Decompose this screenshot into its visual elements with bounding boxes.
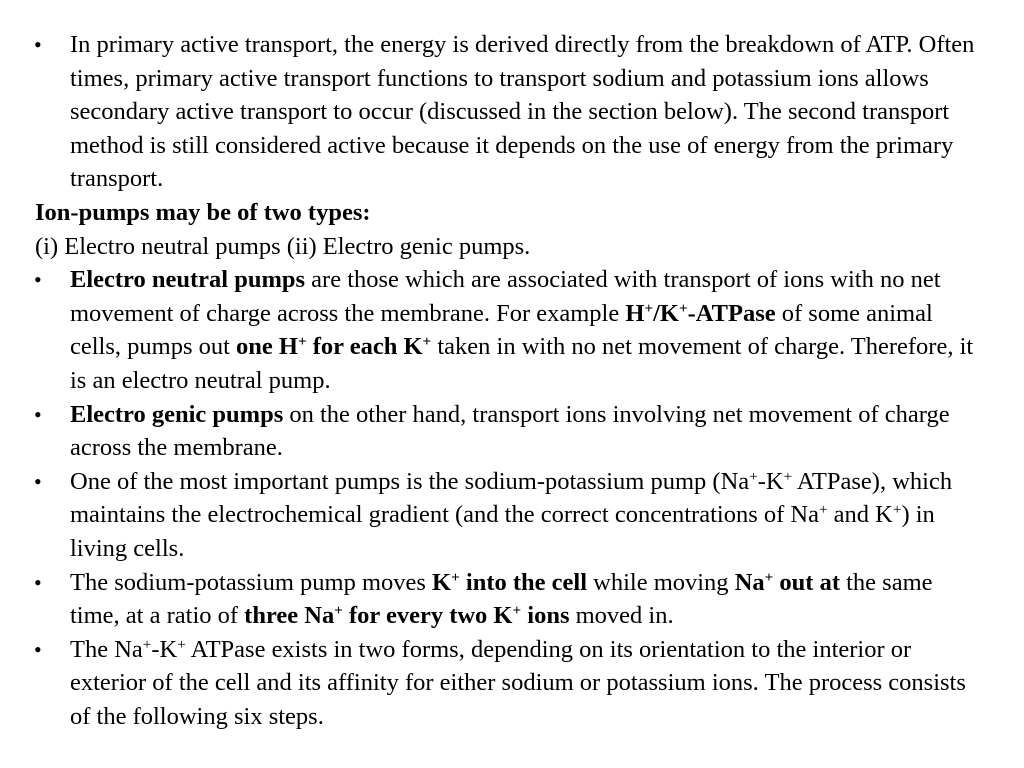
superscript-charge: + [451,568,460,586]
bullet-pump-moves-ions [34,566,976,633]
text-run: on the other hand, transport ions involving net movement of charge across the membrane. [70,400,956,462]
emphasis-run: -ATPase [687,299,776,327]
text-run: -K [151,635,178,663]
emphasis-run: H [625,299,645,327]
bullet-primary-active-transport [34,28,981,196]
superscript-charge: + [678,299,688,317]
heading-ion-pumps-two-types-text [34,196,976,230]
text-run: -K [757,467,784,495]
text-run: (i) Electro neutral pumps (ii) Electro genic pumps. [35,232,531,260]
bullet-primary-active-transport-text [70,28,981,196]
superscript-charge: + [783,467,793,485]
emphasis-run: out at [773,568,840,596]
bullet-atpase-two-forms-text [70,633,976,734]
bullet-marker-icon: • [34,468,42,494]
emphasis-run: Ion-pumps may be of two types: [35,198,371,226]
emphasis-run: one H [236,333,298,361]
bullet-sodium-potassium-pump-importance-text [70,465,976,566]
text-run: moved in. [569,602,674,630]
superscript-charge: + [422,333,432,351]
emphasis-run: Electro neutral pumps [70,266,306,294]
text-run: ) in living cells. [70,501,941,562]
text-run: and K [827,501,893,529]
bullet-pump-moves-ions-text [70,566,976,633]
bullet-marker-icon: • [34,32,42,57]
emphasis-run: K [432,568,452,596]
bullet-electro-genic-pumps [34,398,976,465]
bullet-sodium-potassium-pump-importance [34,465,976,566]
bullet-electro-neutral-pumps-text [70,263,980,397]
emphasis-run: into the cell [459,568,588,596]
text-run: taken in with no net movement of charge. Therefore, it is an electro neutral pump. [70,333,980,394]
emphasis-run: Na [734,568,765,596]
text-run: of some animal cells, pumps out [70,299,939,361]
text-run: The Na [70,635,143,663]
text-run: ATPase exists in two forms, depending on its orientation to the interior or exterior of the cell and its affinity for either sodium or potassium ions. The process consists of the following six steps. [70,635,973,730]
bullet-marker-icon: • [34,636,42,662]
emphasis-run: three Na [244,602,335,630]
superscript-charge: + [749,467,758,485]
superscript-charge: + [177,635,186,653]
heading-ion-pumps-two-types [34,196,976,230]
superscript-charge: + [818,501,828,519]
bullet-atpase-two-forms [34,633,976,734]
bullet-list [34,28,981,733]
emphasis-run: ions [521,602,570,630]
text-run: The sodium-potassium pump moves [70,568,433,596]
superscript-charge: + [142,635,152,653]
text-run: In primary active transport, the energy is derived directly from the breakdown of ATP. Often times, primary active transport functions to transport sodium and potassium ions allows secondary active transport to occur (discussed in the section below). The second transport method is still considered active because it depends on the use of energy from the primary transport. [70,31,981,193]
text-run: while moving [587,568,735,596]
line-pump-types-list [34,230,976,264]
text-run: are those which are associated with transport of ions with no net movement of charge across the membrane. For example [70,266,947,327]
superscript-charge: + [334,602,343,620]
emphasis-run: Electro genic pumps [70,400,284,428]
line-pump-types-list-text [34,230,976,264]
superscript-charge: + [644,299,654,317]
superscript-charge: + [512,602,522,620]
bullet-electro-neutral-pumps [34,263,980,397]
bullet-marker-icon: • [34,569,42,595]
emphasis-run: for every two K [342,602,513,630]
emphasis-run: /K [653,299,679,327]
text-run: One of the most important pumps is the sodium-potassium pump (Na [70,467,750,495]
text-run: ATPase), which maintains the electrochemical gradient (and the correct concentrations of Na [70,467,959,529]
superscript-charge: + [764,568,774,586]
bullet-marker-icon: • [34,401,42,427]
emphasis-run: for each K [306,333,423,361]
superscript-charge: + [297,333,307,351]
bullet-marker-icon: • [34,267,42,293]
bullet-electro-genic-pumps-text [70,398,976,465]
superscript-charge: + [892,501,902,519]
text-run: the same time, at a ratio of [70,568,939,630]
